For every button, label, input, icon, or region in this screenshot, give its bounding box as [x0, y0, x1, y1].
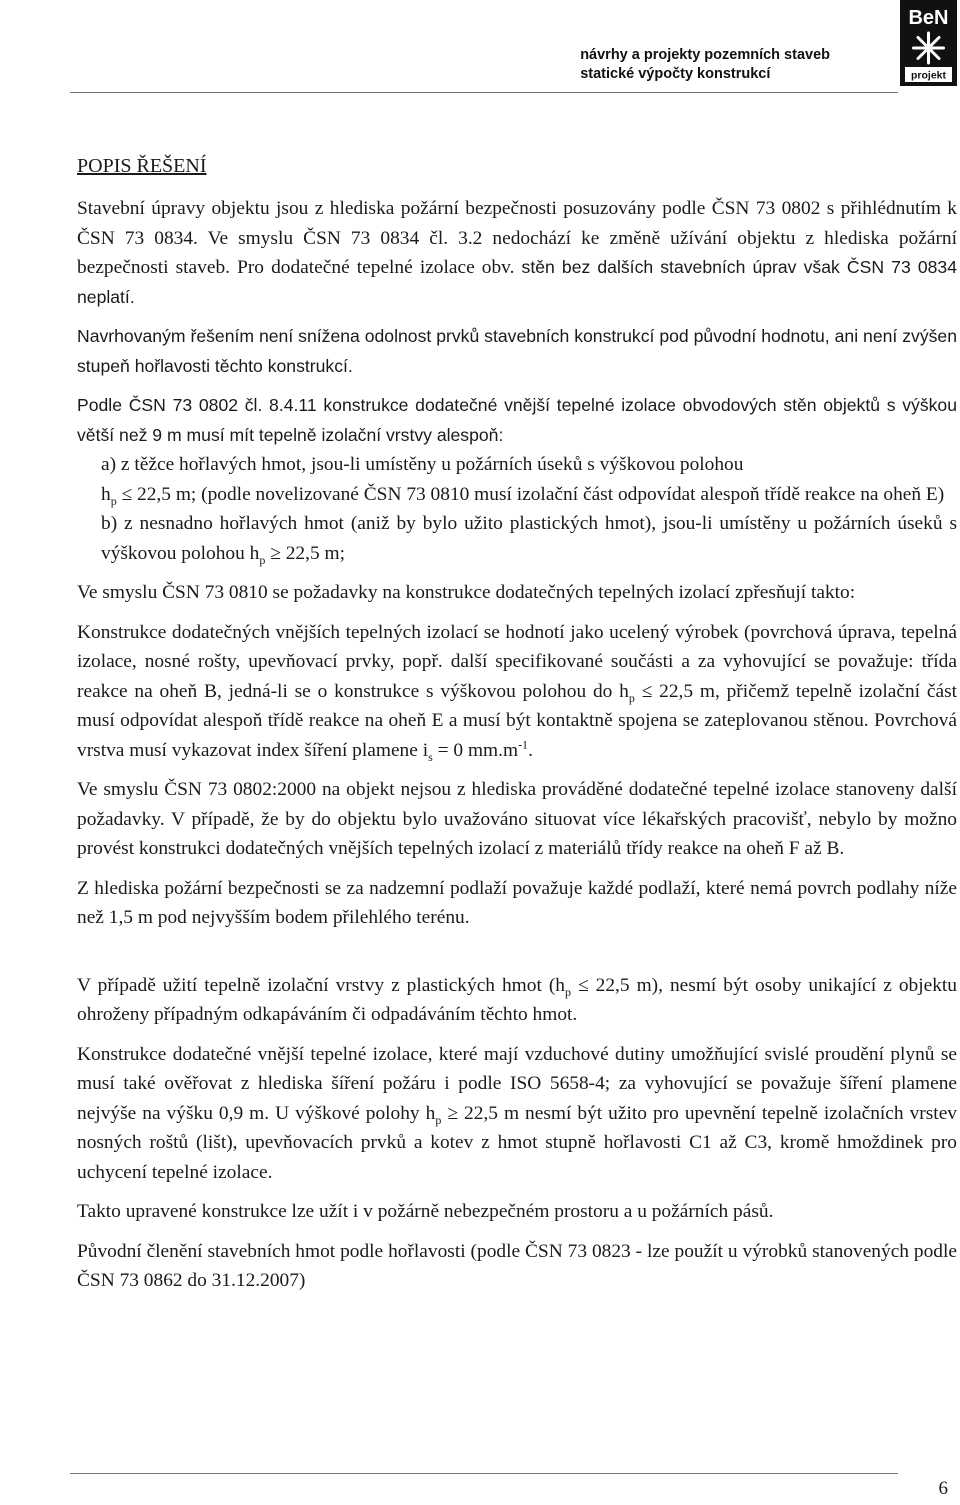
header-tagline	[580, 46, 830, 84]
paragraph-8: V případě užití tepelně izolační vrstvy z plastických hmot ($h_p \le 22,5$ m), nesmí být osoby unikající z objektu ohroženy případným odkapáváním či odpadáváním těchto hmot.	[77, 974, 957, 1025]
paragraph-10: Takto upravené konstrukce lze užít i v požárně nebezpečném prostoru a u požárních pásů.	[77, 1201, 774, 1222]
paragraph-3a: Podle ČSN 73 0802 čl. 8.4.11 konstrukce dodatečné vnější tepelné izolace obvodových stěn objektů s výškou větší než 9 m musí mít tepelně izolační vrstvy alespoň:	[77, 395, 957, 445]
paragraph-1b: stěn bez dalších stavebních úprav však ČSN 73 0834 neplatí.	[77, 257, 957, 307]
paragraph-6: Ve smyslu ČSN 73 0802:2000 na objekt nejsou z hlediska prováděné dodatečné tepelné izolace stanoveny další požadavky. V případě, že by do objektu bylo uvažováno situovat více lékařských pracovišť, nebylo by možno provést konstrukci dodatečných vnějších tepelných izolací z materiálů třídy reakce na oheň F až B.	[77, 779, 957, 859]
section-title: POPIS ŘEŠENÍ	[77, 155, 207, 177]
star-icon	[914, 33, 944, 63]
paragraph-9: Konstrukce dodatečné vnější tepelné izolace, které mají vzduchové dutiny umožňující svislé proudění plynů se musí také ověřovat z hlediska šíření požáru i podle ISO 5658-4; za vyhovující se považuje šíření plamene nejvýše na výšku 0,9 m. U výškové polohy $h_p \ge 22,5$ m nesmí být užito pro upevnění tepelně izolačních vrstev nosných roštů (lišt), upevňovacích prvků a kotev z hmot stupně hořlavosti C1 až C3, kromě hmoždinek pro uchycení tepelné izolace.	[77, 1043, 957, 1183]
paragraph-2: Navrhovaným řešením není snížena odolnost prvků stavebních konstrukcí pod původní hodnotu, ani není zvýšen stupeň hořlavosti těchto konstrukcí.	[77, 326, 957, 376]
footer-divider	[70, 1473, 898, 1474]
paragraph-5: Konstrukce dodatečných vnějších tepelných izolací se hodnotí jako ucelený výrobek (povrchová úprava, tepelná izolace, nosné rošty, upevňovací prvky, popř. další specifikované součásti a za vyhovující se považuje: třída reakce na oheň B, jedná-li se o konstrukce s výškovou polohou do $h_p \le 22,5$ m, přičemž tepelně izolační část musí odpovídat alespoň třídě reakce na oheň E a musí být kontaktně spojena se zateplovanou stěnou. Povrchová vrstva musí vykazovat index šíření plamene $i_s = 0$ $mm.m^{-1}$.	[77, 621, 957, 764]
paragraph-1	[77, 194, 957, 312]
paragraph-3	[77, 391, 957, 568]
list-item-b: b) z nesnadno hořlavých hmot (aniž by bylo užito plastických hmot), jsou-li umístěny u požárních úseků s výškovou polohou $h_p \ge 22,5$ m;	[101, 513, 957, 567]
list-item-a: a) z těžce hořlavých hmot, jsou-li umístěny u požárních úseků s výškovou polohou $h_p \le 22,5$ m; (podle novelizované ČSN 73 0810 musí izolační část odpovídat alespoň třídě reakce na oheň E)	[101, 454, 945, 508]
paragraph-7: Z hlediska požární bezpečnosti se za nadzemní podlaží považuje každé podlaží, které nemá povrch podlahy níže než 1,5 m pod nejvyšším bodem přilehlého terénu.	[77, 877, 957, 928]
company-logo	[900, 0, 957, 86]
logo-subtext: projekt	[910, 69, 947, 82]
paragraph-1a: Stavební úpravy objektu jsou z hlediska požární bezpečnosti posuzovány podle ČSN 73 0802 s přihlédnutím k ČSN 73 0834. Ve smyslu ČSN 73 0834 čl. 3.2 nedochází ke změně užívání objektu z hlediska požární bezpečnosti staveb. Pro dodatečné tepelné izolace obv.	[77, 198, 957, 278]
page-number: 6	[938, 1478, 948, 1499]
header-line-1: návrhy a projekty pozemních staveb	[580, 47, 830, 63]
paragraph-11: Původní členění stavebních hmot podle hořlavosti (podle ČSN 73 0823 - lze použít u výrobků stanovených podle ČSN 73 0862 do 31.12.2007)	[77, 1240, 957, 1291]
document-body	[77, 155, 957, 1306]
logo-text: BeN	[908, 7, 949, 29]
header-divider	[70, 92, 898, 93]
header-line-2: statické výpočty konstrukcí	[580, 66, 771, 82]
paragraph-4: Ve smyslu ČSN 73 0810 se požadavky na konstrukce dodatečných tepelných izolací zpřesňují takto:	[77, 582, 856, 603]
